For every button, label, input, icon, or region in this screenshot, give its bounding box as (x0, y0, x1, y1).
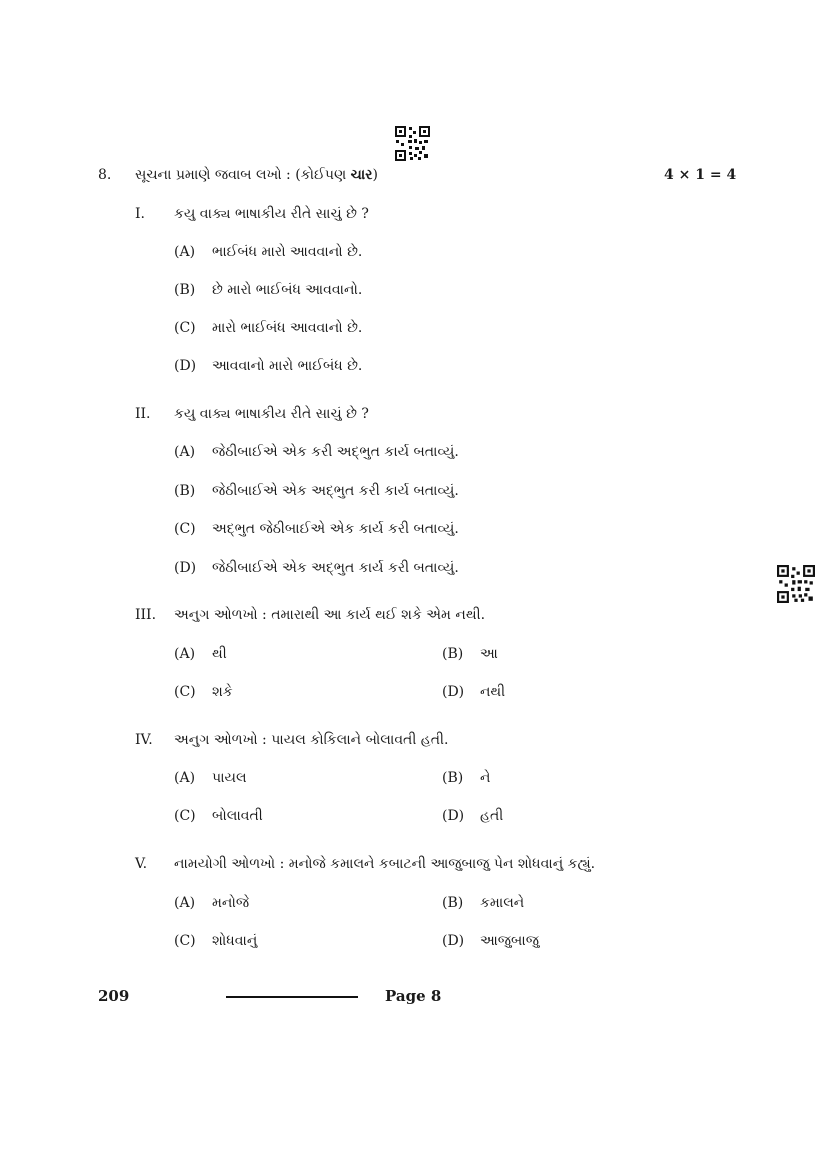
subquestion-text: કયુ વાક્ય ભાષાકીય રીતે સાચું છે ? (174, 406, 369, 422)
option-text: ભાઈબંધ મારો આવવાનો છે. (212, 244, 363, 260)
qr-code-icon (395, 126, 430, 161)
option-text: થી (212, 646, 227, 662)
subquestion-number: I. (135, 206, 145, 222)
option-label: (D) (442, 933, 465, 949)
qr-code-icon (777, 565, 815, 603)
option-text: બોલાવતી (212, 808, 263, 824)
option-label: (B) (442, 895, 464, 911)
option-text: હતી (480, 808, 504, 824)
question-instruction (135, 166, 378, 184)
subquestion-text: કયુ વાક્ય ભાષાકીય રીતે સાચું છે ? (174, 206, 369, 222)
option-label: (C) (174, 320, 196, 336)
option-text: આવવાનો મારો ભાઈબંધ છે. (212, 358, 363, 374)
option-text: જેઠીબાઈએ એક અદ્ભુત કાર્ય કરી બતાવ્યું. (212, 560, 459, 576)
option-label: (A) (174, 646, 196, 662)
footer-divider (226, 996, 358, 998)
option-label: (B) (174, 282, 196, 298)
option-text: જેઠીબાઈએ એક અદ્ભુત કરી કાર્ય બતાવ્યું. (212, 483, 459, 499)
option-text: મારો ભાઈબંધ આવવાનો છે. (212, 320, 363, 336)
subquestion-text: અનુગ ઓળખો : તમારાથી આ કાર્ય થઈ શકે એમ નથી. (174, 607, 486, 623)
subquestion-number: V. (135, 856, 148, 872)
option-text: આજુબાજુ (480, 933, 539, 949)
option-label: (A) (174, 770, 196, 786)
question-marks: 4 × 1 = 4 (664, 167, 737, 183)
option-text: શકે (212, 684, 233, 700)
option-label: (D) (174, 560, 197, 576)
option-text: શોધવાનું (212, 933, 258, 949)
subquestion-number: IV. (135, 732, 153, 748)
option-text: કમાલને (480, 895, 525, 911)
subquestion-number: III. (135, 607, 157, 623)
instruction-count: ચાર (350, 167, 373, 183)
option-label: (B) (442, 646, 464, 662)
subquestion-text: નામયોગી ઓળખો : મનોજે કમાલને કબાટની આજુબાજુ પેન શોધવાનું કહ્યું. (174, 856, 596, 872)
option-label: (A) (174, 244, 196, 260)
option-label: (C) (174, 521, 196, 537)
option-label: (C) (174, 808, 196, 824)
option-label: (A) (174, 895, 196, 911)
option-text: છે મારો ભાઈબંધ આવવાનો. (212, 282, 363, 298)
option-text: નથી (480, 684, 506, 700)
option-text: આ (480, 646, 498, 662)
paper-code: 209 (98, 987, 130, 1005)
subquestion-text: અનુગ ઓળખો : પાયલ કોકિલાને બોલાવતી હતી. (174, 732, 449, 748)
question-number: 8. (98, 167, 112, 183)
subquestion-number: II. (135, 406, 151, 422)
option-text: પાયલ (212, 770, 247, 786)
option-text: ને (480, 770, 491, 786)
option-label: (C) (174, 933, 196, 949)
option-label: (D) (174, 358, 197, 374)
option-label: (B) (442, 770, 464, 786)
option-label: (D) (442, 684, 465, 700)
option-label: (B) (174, 483, 196, 499)
option-text: અદ્ભુત જેઠીબાઈએ એક કાર્ય કરી બતાવ્યું. (212, 521, 459, 537)
option-label: (C) (174, 684, 196, 700)
option-label: (D) (442, 808, 465, 824)
instruction-text: સૂચના પ્રમાણે જવાબ લખો : (કોઈપણ (135, 167, 347, 183)
instruction-end: ) (372, 167, 378, 183)
option-label: (A) (174, 444, 196, 460)
page-number: Page 8 (385, 987, 442, 1005)
option-text: જેઠીબાઈએ એક કરી અદ્ભુત કાર્ય બતાવ્યું. (212, 444, 459, 460)
option-text: મનોજે (212, 895, 250, 911)
